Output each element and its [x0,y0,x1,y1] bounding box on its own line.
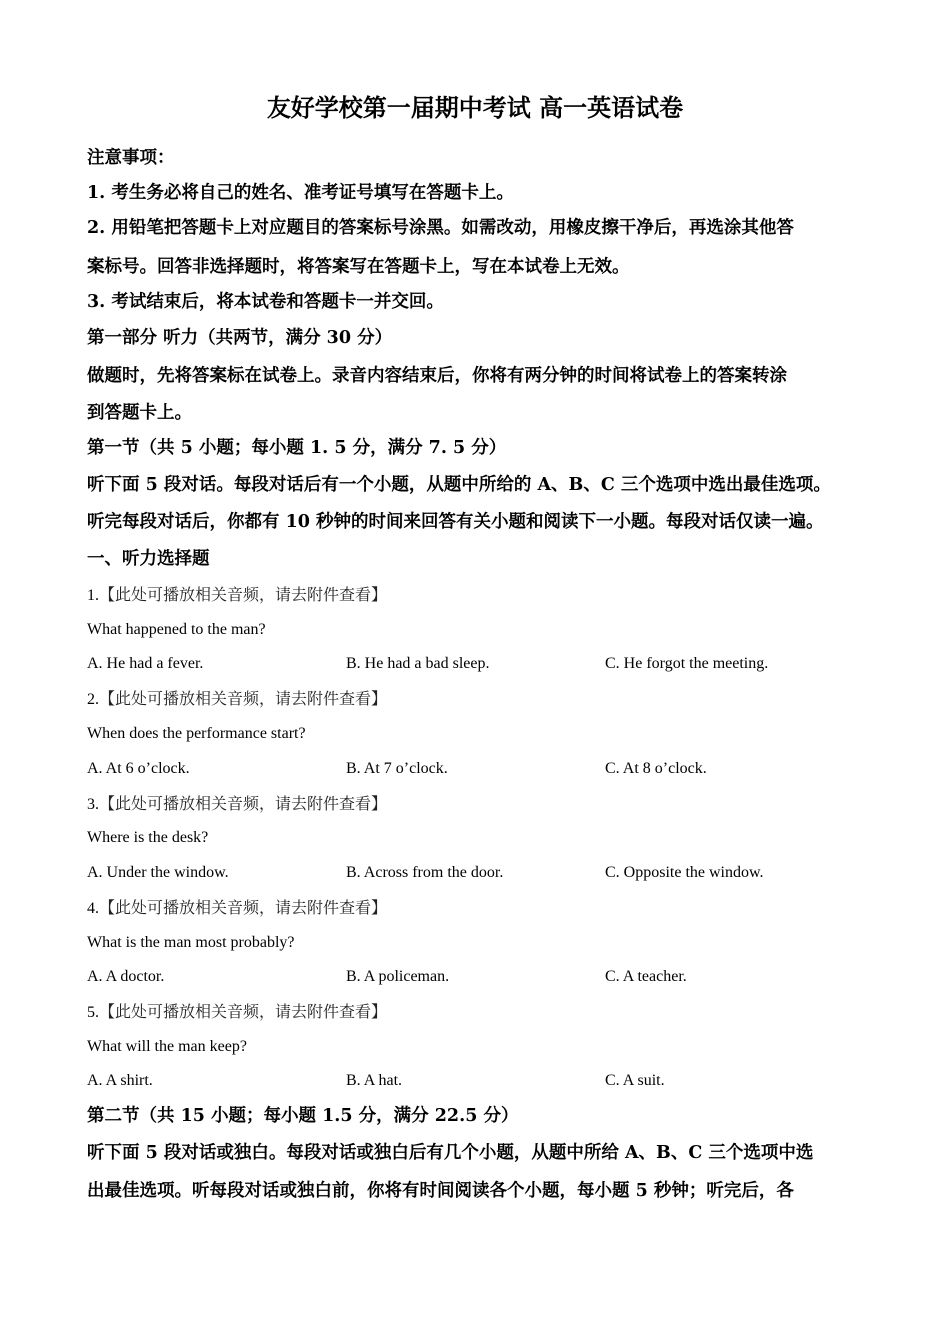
question-type-heading: 一、听力选择题 [87,549,210,569]
option-a: A. Under the window. [87,864,229,881]
audio-note: 【此处可播放相关音频，请去附件查看】 [99,898,388,917]
question-1-options [87,652,867,676]
audio-note: 【此处可播放相关音频，请去附件查看】 [99,689,388,708]
question-number: 4. [87,900,99,917]
notice-heading: 注意事项： [87,148,175,168]
part1-instruction-line-1: 做题时，先将答案标在试卷上。录音内容结束后，你将有两分钟的时间将试卷上的答案转涂 [87,366,787,386]
question-1-audio-row [87,583,387,608]
section1-instruction-line-2: 听完每段对话后，你都有 10 秒钟的时间来回答有关小题和阅读下一小题。每段对话仅读一遍。 [87,512,824,532]
option-c: C. At 8 o’clock. [605,760,707,777]
audio-note: 【此处可播放相关音频，请去附件查看】 [99,585,388,604]
option-c: C. A suit. [605,1072,665,1089]
section1-heading: 第一节（共 5 小题；每小题 1. 5 分，满分 7. 5 分） [87,438,507,458]
option-b: B. He had a bad sleep. [346,655,490,672]
question-3-options [87,861,867,885]
question-3-stem: Where is the desk? [87,829,209,846]
option-a: A. A shirt. [87,1072,153,1089]
option-b: B. At 7 o’clock. [346,760,448,777]
option-b: B. A hat. [346,1072,403,1089]
question-2-audio-row [87,687,387,712]
part1-instruction-line-2: 到答题卡上。 [87,403,192,423]
question-4-options [87,965,867,989]
option-a: A. He had a fever. [87,655,204,672]
notice-item-2-line-1: 2. 用铅笔把答题卡上对应题目的答案标号涂黑。如需改动，用橡皮擦干净后，再选涂其他答 [87,218,794,238]
audio-note: 【此处可播放相关音频，请去附件查看】 [99,794,388,813]
section2-instruction-line-1: 听下面 5 段对话或独白。每段对话或独白后有几个小题，从题中所给 A、B、C 三个选项中选 [87,1143,814,1163]
option-b: B. A policeman. [346,968,450,985]
question-3-audio-row [87,792,387,817]
question-number: 2. [87,691,99,708]
notice-item-2-line-2: 案标号。回答非选择题时，将答案写在答题卡上，写在本试卷上无效。 [87,257,630,277]
question-1-stem: What happened to the man? [87,621,266,638]
question-2-stem: When does the performance start? [87,725,306,742]
question-number: 1. [87,587,99,604]
part1-heading: 第一部分 听力（共两节，满分 30 分） [87,328,393,348]
page-title: 友好学校第一届期中考试 高一英语试卷 [266,93,684,122]
notice-item-1: 1. 考生务必将自己的姓名、准考证号填写在答题卡上。 [87,183,514,203]
section2-instruction-line-2: 出最佳选项。听每段对话或独白前，你将有时间阅读各个小题，每小题 5 秒钟；听完后，各 [87,1181,794,1201]
option-a: A. A doctor. [87,968,165,985]
question-5-options [87,1069,867,1093]
question-4-stem: What is the man most probably? [87,934,295,951]
option-c: C. He forgot the meeting. [605,655,769,672]
section2-heading: 第二节（共 15 小题；每小题 1.5 分，满分 22.5 分） [87,1106,519,1126]
notice-item-3: 3. 考试结束后，将本试卷和答题卡一并交回。 [87,292,444,312]
question-5-stem: What will the man keep? [87,1038,247,1055]
option-c: C. Opposite the window. [605,864,764,881]
section1-instruction-line-1: 听下面 5 段对话。每段对话后有一个小题，从题中所给的 A、B、C 三个选项中选出最佳选项。 [87,475,831,495]
option-a: A. At 6 o’clock. [87,760,190,777]
question-2-options [87,757,867,781]
audio-note: 【此处可播放相关音频，请去附件查看】 [99,1002,388,1021]
question-5-audio-row [87,1000,387,1025]
option-c: C. A teacher. [605,968,687,985]
option-b: B. Across from the door. [346,864,504,881]
question-number: 5. [87,1004,99,1021]
question-4-audio-row [87,896,387,921]
question-number: 3. [87,796,99,813]
